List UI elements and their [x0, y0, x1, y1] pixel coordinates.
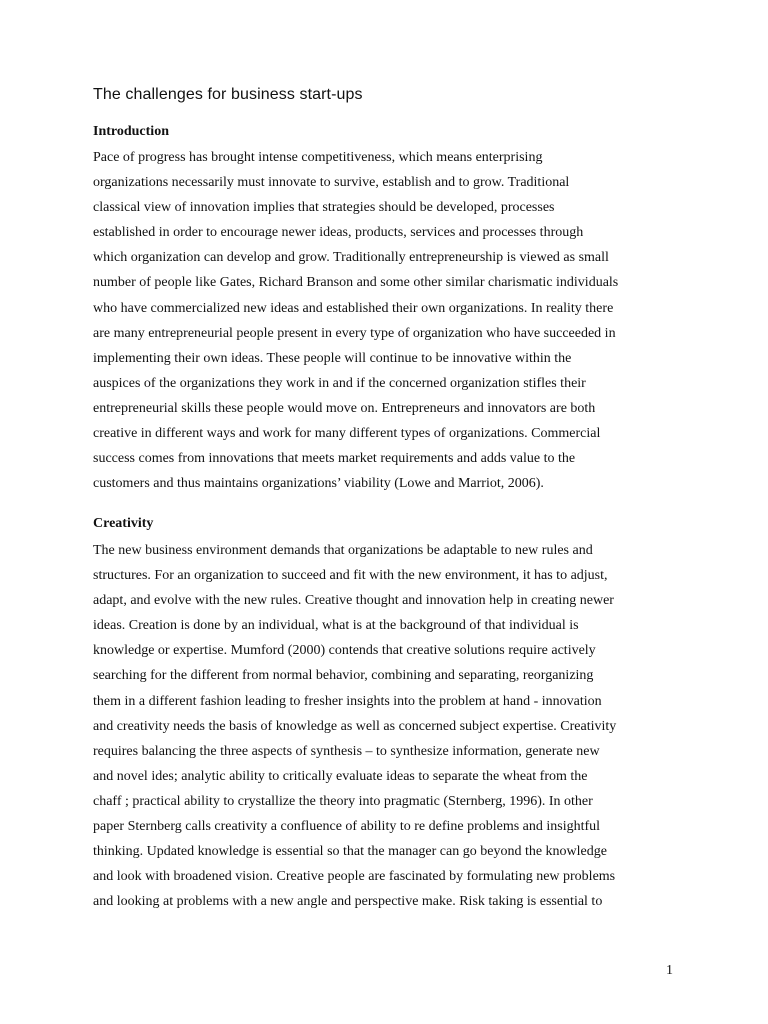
- text-line: number of people like Gates, Richard Branson and some other similar charismatic individuals: [93, 275, 619, 291]
- text-line: paper Sternberg calls creativity a confluence of ability to re define problems and insightful: [93, 819, 601, 835]
- paragraph-creativity: [93, 538, 616, 914]
- text-line: and looking at problems with a new angle and perspective make. Risk taking is essential to: [93, 894, 603, 910]
- text-line: customers and thus maintains organizations’ viability (Lowe and Marriot, 2006).: [93, 476, 544, 492]
- text-line: knowledge or expertise. Mumford (2000) contends that creative solutions require actively: [93, 643, 596, 659]
- text-line: creative in different ways and work for many different types of organizations. Commercial: [93, 426, 601, 442]
- text-line: classical view of innovation implies that strategies should be developed, processes: [93, 200, 555, 216]
- document-title: The challenges for business start-ups: [93, 86, 363, 103]
- section-heading-creativity: Creativity: [93, 516, 154, 531]
- text-line: Pace of progress has brought intense competitiveness, which means enterprising: [93, 150, 543, 165]
- text-line: who have commercialized new ideas and established their own organizations. In reality there: [93, 300, 614, 316]
- page-number: 1: [666, 963, 673, 978]
- text-line: and look with broadened vision. Creative people are fascinated by formulating new problems: [93, 869, 616, 885]
- text-line: adapt, and evolve with the new rules. Creative thought and innovation help in creating newer: [93, 593, 614, 609]
- text-line: searching for the different from normal behavior, combining and separating, reorganizing: [93, 668, 594, 684]
- text-line: which organization can develop and grow. Traditionally entrepreneurship is viewed as small: [93, 250, 609, 266]
- text-line: established in order to encourage newer ideas, products, services and processes through: [93, 225, 584, 241]
- section-heading-introduction: Introduction: [93, 124, 169, 139]
- text-line: ideas. Creation is done by an individual, what is at the background of that individual is: [93, 618, 579, 634]
- text-line: structures. For an organization to succeed and fit with the new environment, it has to adjust,: [93, 568, 608, 584]
- text-line: them in a different fashion leading to fresher insights into the problem at hand - innovation: [93, 693, 602, 709]
- text-line: and creativity needs the basis of knowledge as well as concerned subject expertise. Creativity: [93, 718, 617, 734]
- text-line: and novel ides; analytic ability to critically evaluate ideas to separate the wheat from the: [93, 768, 588, 784]
- text-line: The new business environment demands that organizations be adaptable to new rules and: [93, 543, 593, 558]
- text-line: organizations necessarily must innovate to survive, establish and to grow. Traditional: [93, 175, 570, 191]
- text-line: are many entrepreneurial people present in every type of organization who have succeeded in: [93, 325, 616, 341]
- text-line: success comes from innovations that meets market requirements and adds value to the: [93, 451, 576, 467]
- paragraph-introduction: [93, 145, 618, 496]
- text-line: entrepreneurial skills these people would move on. Entrepreneurs and innovators are both: [93, 400, 596, 416]
- text-line: thinking. Updated knowledge is essential so that the manager can go beyond the knowledge: [93, 844, 607, 860]
- text-line: requires balancing the three aspects of synthesis – to synthesize information, generate new: [93, 743, 600, 759]
- text-line: implementing their own ideas. These people will continue to be innovative within the: [93, 350, 572, 366]
- text-line: auspices of the organizations they work in and if the concerned organization stifles their: [93, 375, 586, 391]
- text-line: chaff ; practical ability to crystallize the theory into pragmatic (Sternberg, 1996). In other: [93, 793, 593, 809]
